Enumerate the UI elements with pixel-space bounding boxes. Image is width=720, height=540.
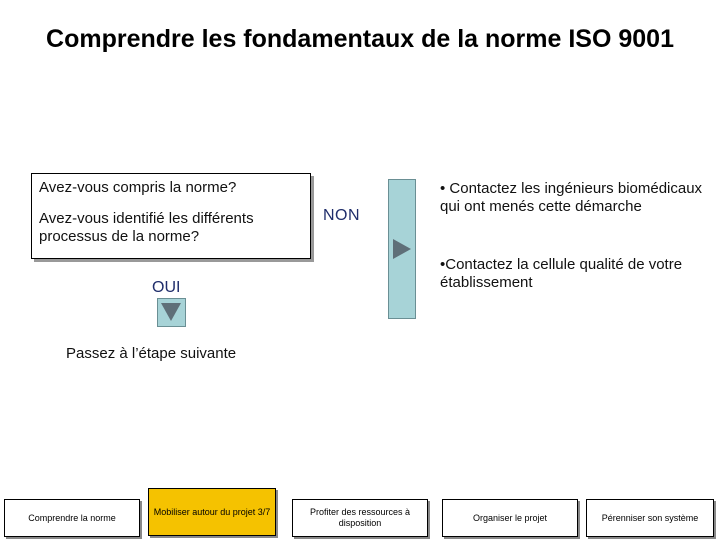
contact-quality-text: •Contactez la cellule qualité de votre établissement [440,256,683,291]
nav-profiter-ressources[interactable]: Profiter des ressources à disposition [292,499,428,537]
yes-arrow-button[interactable] [157,298,186,327]
question-understood: Avez-vous compris la norme? [39,179,237,196]
yes-label: OUI [152,279,181,296]
contact-engineers-text: • Contactez les ingénieurs biomédicaux qui ont menés cette démarche [440,180,703,215]
next-step-text: Passez à l’étape suivante [66,345,237,362]
nav-perenniser-systeme[interactable]: Pérenniser son système [586,499,714,537]
arrow-right-icon [393,239,411,259]
question-processes: Avez-vous identifié les différents processus de la norme? [39,210,254,245]
nav-comprendre-norme[interactable]: Comprendre la norme [4,499,140,537]
page-title: Comprendre les fondamentaux de la norme ISO 9001 [46,25,674,53]
arrow-down-icon [161,303,181,321]
no-label: NON [323,207,361,224]
nav-organiser-projet[interactable]: Organiser le projet [442,499,578,537]
nav-mobiliser-projet[interactable]: Mobiliser autour du projet 3/7 [148,488,276,536]
no-arrow-button[interactable] [388,179,416,319]
question-box [31,173,311,259]
